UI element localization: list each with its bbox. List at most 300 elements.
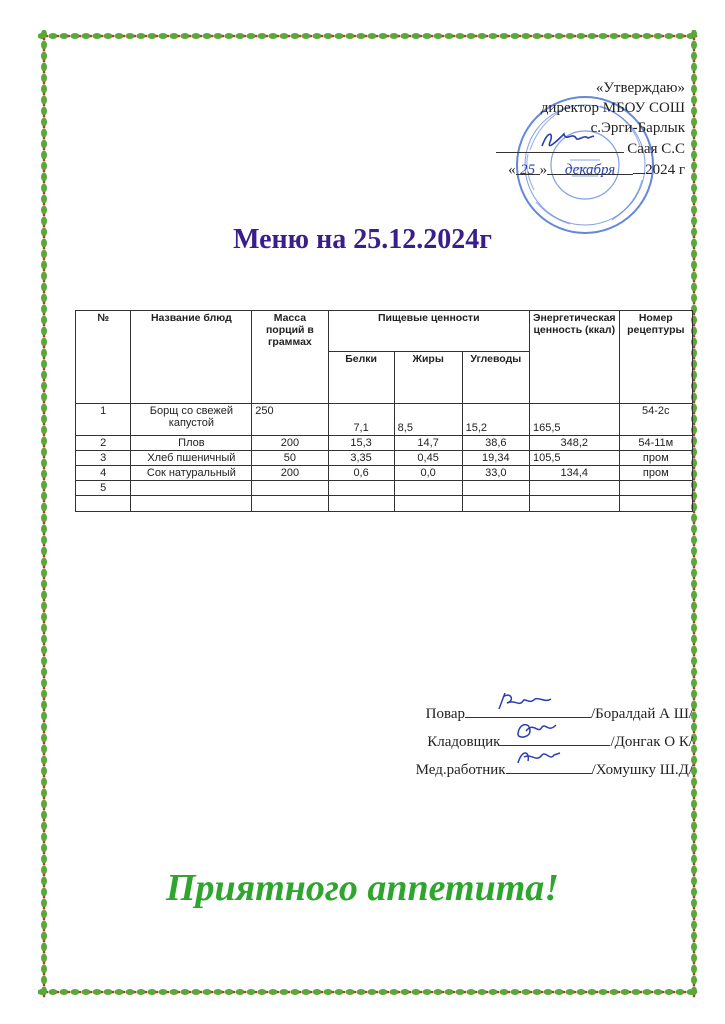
cell-carbs: 38,6 — [462, 436, 529, 451]
holly-leaf — [41, 272, 47, 281]
holly-leaf — [691, 118, 697, 127]
holly-leaf — [588, 989, 597, 995]
holly-leaf — [478, 33, 487, 39]
holly-leaf — [691, 921, 697, 930]
holly-leaf — [104, 33, 113, 39]
holly-leaf — [82, 33, 91, 39]
storekeeper-handwritten-signature — [512, 717, 562, 743]
holly-border-left — [38, 30, 50, 998]
holly-berry — [123, 35, 126, 38]
holly-leaf — [566, 989, 575, 995]
holly-leaf — [691, 690, 697, 699]
holly-leaf — [41, 635, 47, 644]
holly-leaf — [41, 547, 47, 556]
holly-berry — [244, 35, 247, 38]
holly-leaf — [368, 33, 377, 39]
holly-berry — [43, 808, 46, 811]
holly-berry — [519, 35, 522, 38]
holly-berry — [662, 35, 665, 38]
holly-berry — [343, 35, 346, 38]
holly-leaf — [691, 96, 697, 105]
holly-berry — [693, 852, 696, 855]
holly-berry — [693, 709, 696, 712]
holly-leaf — [511, 33, 520, 39]
holly-berry — [43, 214, 46, 217]
header-recipe: Номер рецептуры — [619, 311, 692, 404]
holly-berry — [43, 335, 46, 338]
cell-energy: 165,5 — [529, 404, 619, 436]
holly-berry — [552, 991, 555, 994]
holly-leaf — [41, 63, 47, 72]
holly-leaf — [41, 184, 47, 193]
holly-leaf — [522, 989, 531, 995]
holly-berry — [43, 522, 46, 525]
holly-leaf — [41, 756, 47, 765]
cook-name: /Боралдай А Ш/ — [590, 706, 693, 722]
holly-berry — [112, 35, 115, 38]
holly-leaf — [368, 989, 377, 995]
holly-leaf — [423, 33, 432, 39]
holly-leaf — [500, 989, 509, 995]
holly-leaf — [137, 33, 146, 39]
holly-leaf — [610, 989, 619, 995]
holly-berry — [43, 71, 46, 74]
table-row-empty — [76, 496, 693, 512]
holly-berry — [43, 357, 46, 360]
cell-dish: Плов — [131, 436, 252, 451]
holly-leaf — [258, 989, 267, 995]
holly-berry — [442, 35, 445, 38]
holly-berry — [398, 35, 401, 38]
holly-berry — [244, 991, 247, 994]
approval-signature-line — [496, 138, 685, 159]
holly-leaf — [41, 602, 47, 611]
holly-berry — [693, 588, 696, 591]
holly-leaf — [478, 989, 487, 995]
cell-fat: 0,45 — [394, 451, 462, 466]
holly-leaf — [632, 33, 641, 39]
holly-berry — [43, 38, 46, 41]
holly-berry — [288, 35, 291, 38]
holly-leaf — [691, 954, 697, 963]
holly-leaf — [691, 811, 697, 820]
holly-leaf — [691, 602, 697, 611]
holly-leaf — [41, 140, 47, 149]
holly-berry — [222, 991, 225, 994]
holly-leaf — [93, 33, 102, 39]
holly-leaf — [41, 811, 47, 820]
holly-berry — [332, 991, 335, 994]
holly-leaf — [467, 989, 476, 995]
holly-leaf — [126, 989, 135, 995]
date-quote-open: « — [508, 162, 516, 178]
holly-berry — [693, 137, 696, 140]
holly-leaf — [41, 833, 47, 842]
holly-berry — [607, 991, 610, 994]
holly-leaf — [41, 151, 47, 160]
holly-leaf — [555, 33, 564, 39]
cell-carbs: 19,34 — [462, 451, 529, 466]
holly-leaf — [691, 140, 697, 149]
header-number: № — [76, 311, 131, 404]
holly-berry — [43, 753, 46, 756]
holly-leaf — [691, 855, 697, 864]
cell-energy — [529, 481, 619, 496]
holly-berry — [43, 269, 46, 272]
holly-berry — [693, 951, 696, 954]
cell-protein: 0,6 — [328, 466, 394, 481]
holly-berry — [43, 445, 46, 448]
holly-leaf — [610, 33, 619, 39]
holly-leaf — [691, 41, 697, 50]
holly-berry — [420, 35, 423, 38]
cell-protein: 7,1 — [328, 404, 394, 436]
cell-carbs: 33,0 — [462, 466, 529, 481]
holly-leaf — [41, 976, 47, 985]
storekeeper-signature-blank — [500, 731, 610, 746]
holly-leaf — [665, 989, 674, 995]
holly-berry — [398, 991, 401, 994]
cell-protein: 3,35 — [328, 451, 394, 466]
header-row — [76, 311, 693, 352]
holly-berry — [310, 35, 313, 38]
holly-leaf — [335, 33, 344, 39]
holly-berry — [409, 991, 412, 994]
holly-berry — [134, 991, 137, 994]
holly-leaf — [41, 932, 47, 941]
holly-leaf — [566, 33, 575, 39]
holly-berry — [43, 104, 46, 107]
holly-berry — [693, 423, 696, 426]
holly-leaf — [258, 33, 267, 39]
holly-leaf — [412, 33, 421, 39]
holly-leaf — [71, 33, 80, 39]
holly-berry — [497, 35, 500, 38]
cell-fat: 8,5 — [394, 404, 462, 436]
holly-berry — [79, 991, 82, 994]
holly-berry — [43, 588, 46, 591]
holly-berry — [266, 991, 269, 994]
holly-leaf — [621, 989, 630, 995]
holly-leaf — [691, 844, 697, 853]
holly-berry — [43, 533, 46, 536]
holly-berry — [693, 830, 696, 833]
approval-heading: «Утверждаю» — [595, 80, 685, 96]
cell-number: 4 — [76, 466, 131, 481]
holly-berry — [134, 35, 137, 38]
holly-berry — [43, 929, 46, 932]
holly-berry — [693, 731, 696, 734]
holly-berry — [376, 35, 379, 38]
holly-berry — [693, 841, 696, 844]
holly-berry — [693, 654, 696, 657]
holly-leaf — [665, 33, 674, 39]
holly-berry — [43, 115, 46, 118]
holly-berry — [43, 621, 46, 624]
holly-berry — [693, 632, 696, 635]
holly-berry — [43, 192, 46, 195]
holly-berry — [43, 49, 46, 52]
holly-leaf — [599, 989, 608, 995]
holly-border-right — [688, 30, 700, 998]
holly-berry — [43, 555, 46, 558]
holly-berry — [693, 115, 696, 118]
holly-leaf — [41, 723, 47, 732]
header-carbs: Углеводы — [462, 352, 529, 404]
holly-berry — [43, 170, 46, 173]
holly-leaf — [691, 162, 697, 171]
holly-berry — [200, 35, 203, 38]
holly-leaf — [41, 261, 47, 270]
holly-berry — [43, 489, 46, 492]
holly-leaf — [390, 33, 399, 39]
holly-berry — [693, 159, 696, 162]
holly-berry — [299, 991, 302, 994]
holly-berry — [693, 269, 696, 272]
holly-berry — [43, 775, 46, 778]
holly-berry — [43, 82, 46, 85]
holly-berry — [43, 291, 46, 294]
holly-leaf — [401, 989, 410, 995]
holly-leaf — [41, 943, 47, 952]
medic-handwritten-signature — [514, 745, 564, 771]
holly-leaf — [236, 33, 245, 39]
holly-berry — [693, 863, 696, 866]
holly-leaf — [41, 85, 47, 94]
cell-dish: Хлеб пшеничный — [131, 451, 252, 466]
header-energy: Энергетическая ценность (ккал) — [529, 311, 619, 404]
holly-berry — [693, 313, 696, 316]
holly-leaf — [676, 989, 685, 995]
holly-leaf — [115, 989, 124, 995]
holly-berry — [693, 533, 696, 536]
holly-leaf — [621, 33, 630, 39]
holly-berry — [618, 35, 621, 38]
holly-berry — [486, 35, 489, 38]
cell-mass: 200 — [252, 436, 328, 451]
holly-leaf — [335, 989, 344, 995]
holly-berry — [693, 214, 696, 217]
holly-berry — [43, 599, 46, 602]
holly-leaf — [691, 569, 697, 578]
holly-leaf — [691, 173, 697, 182]
holly-leaf — [41, 437, 47, 446]
holly-leaf — [691, 129, 697, 138]
holly-berry — [43, 500, 46, 503]
storekeeper-label: Кладовщик — [427, 734, 501, 750]
holly-berry — [277, 991, 280, 994]
holly-berry — [43, 665, 46, 668]
holly-berry — [310, 991, 313, 994]
holly-berry — [354, 991, 357, 994]
holly-leaf — [41, 316, 47, 325]
holly-leaf — [137, 989, 146, 995]
holly-berry — [43, 456, 46, 459]
holly-leaf — [489, 33, 498, 39]
holly-berry — [693, 687, 696, 690]
holly-leaf — [41, 327, 47, 336]
holly-berry — [43, 346, 46, 349]
holly-berry — [693, 93, 696, 96]
holly-leaf — [456, 989, 465, 995]
cell-recipe: 54-2с — [619, 404, 692, 436]
holly-leaf — [676, 33, 685, 39]
header-fat: Жиры — [394, 352, 462, 404]
holly-berry — [255, 35, 258, 38]
holly-leaf — [104, 989, 113, 995]
holly-leaf — [691, 635, 697, 644]
holly-berry — [145, 35, 148, 38]
holly-berry — [693, 929, 696, 932]
holly-berry — [607, 35, 610, 38]
holly-berry — [43, 797, 46, 800]
holly-berry — [552, 35, 555, 38]
holly-berry — [629, 991, 632, 994]
cell-number: 5 — [76, 481, 131, 496]
holly-leaf — [41, 470, 47, 479]
holly-berry — [90, 991, 93, 994]
holly-berry — [387, 35, 390, 38]
holly-leaf — [247, 33, 256, 39]
holly-leaf — [691, 657, 697, 666]
holly-berry — [693, 434, 696, 437]
holly-berry — [431, 35, 434, 38]
holly-berry — [693, 764, 696, 767]
cell-carbs: 15,2 — [462, 404, 529, 436]
holly-leaf — [41, 74, 47, 83]
holly-leaf — [302, 989, 311, 995]
holly-berry — [519, 991, 522, 994]
holly-leaf — [41, 701, 47, 710]
holly-leaf — [269, 33, 278, 39]
cook-signature-blank — [465, 703, 591, 718]
holly-berry — [585, 35, 588, 38]
holly-leaf — [41, 624, 47, 633]
signature-row-medic — [416, 756, 693, 784]
holly-leaf — [691, 195, 697, 204]
holly-berry — [693, 577, 696, 580]
holly-leaf — [148, 989, 157, 995]
cell-protein: 15,3 — [328, 436, 394, 451]
holly-leaf — [291, 989, 300, 995]
holly-leaf — [41, 360, 47, 369]
holly-berry — [211, 991, 214, 994]
holly-leaf — [41, 30, 47, 39]
holly-leaf — [170, 33, 179, 39]
holly-leaf — [148, 33, 157, 39]
cell-fat — [394, 481, 462, 496]
holly-berry — [266, 35, 269, 38]
holly-leaf — [41, 987, 47, 996]
holly-leaf — [41, 613, 47, 622]
holly-leaf — [522, 33, 531, 39]
holly-leaf — [41, 294, 47, 303]
holly-leaf — [41, 514, 47, 523]
holly-berry — [693, 478, 696, 481]
holly-leaf — [691, 646, 697, 655]
holly-berry — [43, 280, 46, 283]
holly-berry — [693, 49, 696, 52]
holly-berry — [693, 60, 696, 63]
holly-leaf — [691, 976, 697, 985]
holly-leaf — [225, 989, 234, 995]
holly-leaf — [41, 525, 47, 534]
holly-leaf — [691, 932, 697, 941]
holly-berry — [662, 991, 665, 994]
holly-berry — [640, 991, 643, 994]
holly-leaf — [41, 679, 47, 688]
cook-handwritten-signature — [495, 689, 555, 715]
holly-leaf — [691, 514, 697, 523]
holly-leaf — [159, 33, 168, 39]
holly-berry — [211, 35, 214, 38]
holly-berry — [43, 709, 46, 712]
holly-berry — [693, 797, 696, 800]
holly-leaf — [41, 800, 47, 809]
holly-leaf — [41, 591, 47, 600]
holly-berry — [299, 35, 302, 38]
holly-leaf — [691, 525, 697, 534]
holly-berry — [387, 991, 390, 994]
holly-berry — [693, 346, 696, 349]
holly-leaf — [511, 989, 520, 995]
holly-leaf — [412, 989, 421, 995]
holly-leaf — [390, 989, 399, 995]
holly-berry — [693, 467, 696, 470]
holly-leaf — [41, 965, 47, 974]
holly-berry — [693, 126, 696, 129]
holly-berry — [43, 324, 46, 327]
holly-berry — [693, 500, 696, 503]
cell-number: 2 — [76, 436, 131, 451]
holly-berry — [563, 991, 566, 994]
table-row — [76, 436, 693, 451]
holly-leaf — [691, 74, 697, 83]
holly-berry — [693, 511, 696, 514]
holly-berry — [43, 918, 46, 921]
holly-berry — [57, 35, 60, 38]
cell-number: 1 — [76, 404, 131, 436]
holly-berry — [376, 991, 379, 994]
holly-leaf — [60, 989, 69, 995]
holly-berry — [693, 566, 696, 569]
holly-berry — [43, 841, 46, 844]
cell-mass: 250 — [252, 404, 328, 436]
holly-leaf — [236, 989, 245, 995]
holly-berry — [497, 991, 500, 994]
holly-berry — [43, 764, 46, 767]
holly-berry — [43, 863, 46, 866]
director-signature-blank — [496, 138, 624, 153]
holly-berry — [43, 379, 46, 382]
approval-block — [496, 78, 685, 180]
holly-leaf — [41, 206, 47, 215]
cell-dish: Борщ со свежей капустой — [131, 404, 252, 436]
holly-leaf — [544, 33, 553, 39]
holly-leaf — [203, 989, 212, 995]
holly-leaf — [379, 33, 388, 39]
holly-berry — [693, 104, 696, 107]
holly-leaf — [654, 989, 663, 995]
holly-leaf — [313, 33, 322, 39]
holly-berry — [585, 991, 588, 994]
approval-position: директор МБОУ СОШ — [540, 100, 685, 116]
holly-berry — [486, 991, 489, 994]
holly-leaf — [313, 989, 322, 995]
holly-leaf — [291, 33, 300, 39]
holly-berry — [673, 991, 676, 994]
menu-table — [75, 310, 693, 512]
